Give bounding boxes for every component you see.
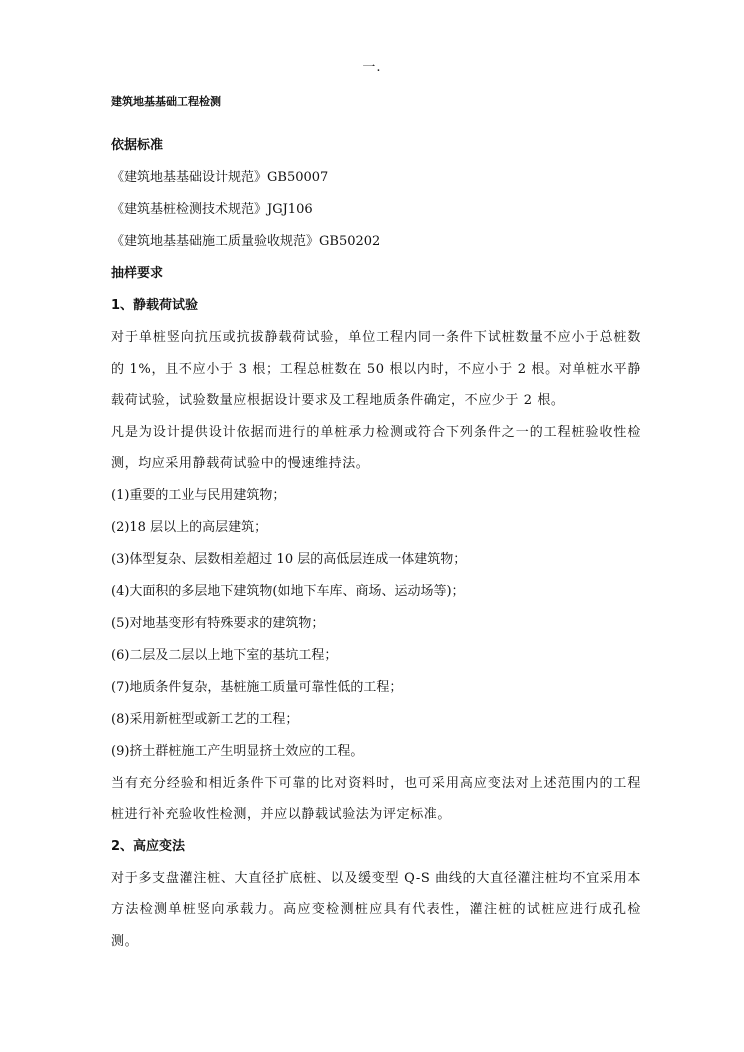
condition-item: (8)采用新桩型或新工艺的工程； [111, 711, 299, 727]
standard-item: 《建筑基桩检测技术规范》JGJ106 [111, 202, 313, 217]
section1-heading: 1、静载荷试验 [111, 298, 199, 313]
page-marker: 一. [362, 60, 382, 75]
document-body [111, 92, 641, 957]
section2-paragraph: 对于多支盘灌注桩、大直径扩底桩、以及缓变型 Q-S 曲线的大直径灌注桩均不宜采用本方法检测单桩竖向承载力。高应变检测桩应具有代表性，灌注桩的试桩应进行成孔检测。 [111, 870, 641, 949]
condition-item: (5)对地基变形有特殊要求的建筑物； [111, 615, 325, 631]
standards-heading: 依据标准 [111, 138, 164, 153]
condition-item: (7)地质条件复杂，基桩施工质量可靠性低的工程； [111, 679, 403, 695]
section1-paragraph: 凡是为设计提供设计依据而进行的单桩承力检测或符合下列条件之一的工程桩验收性检测，均应采用静载荷试验中的慢速维持法。 [111, 424, 641, 471]
standard-item: 《建筑地基基础设计规范》GB50007 [111, 170, 329, 185]
document-title: 建筑地基基础工程检测 [111, 95, 221, 108]
section1-paragraph: 对于单桩竖向抗压或抗拔静载荷试验，单位工程内同一条件下试桩数量不应小于总桩数的 1%，且不应小于 3 根；工程总桩数在 50 根以内时，不应小于 2 根。对单桩水平静载荷试验，试验数量应根据设计要求及工程地质条件确定，不应少于 2 根。 [111, 330, 641, 408]
condition-item: (3)体型复杂、层数相差超过 10 层的高低层连成一体建筑物； [111, 551, 467, 567]
section1-paragraph: 当有充分经验和相近条件下可靠的比对资料时，也可采用高应变法对上述范围内的工程桩进行补充验收性检测，并应以静载试验法为评定标准。 [111, 775, 641, 822]
condition-item: (2)18 层以上的高层建筑； [111, 519, 268, 535]
condition-item: (4)大面积的多层地下建筑物(如地下车库、商场、运动场等)； [111, 583, 465, 599]
section2-heading: 2、高应变法 [111, 838, 186, 854]
condition-item: (1)重要的工业与民用建筑物； [111, 487, 286, 503]
sampling-heading: 抽样要求 [111, 266, 164, 281]
condition-item: (9)挤土群桩施工产生明显挤土效应的工程。 [111, 743, 364, 759]
condition-item: (6)二层及二层以上地下室的基坑工程； [111, 647, 338, 663]
standard-item: 《建筑地基基础施工质量验收规范》GB50202 [111, 234, 381, 249]
